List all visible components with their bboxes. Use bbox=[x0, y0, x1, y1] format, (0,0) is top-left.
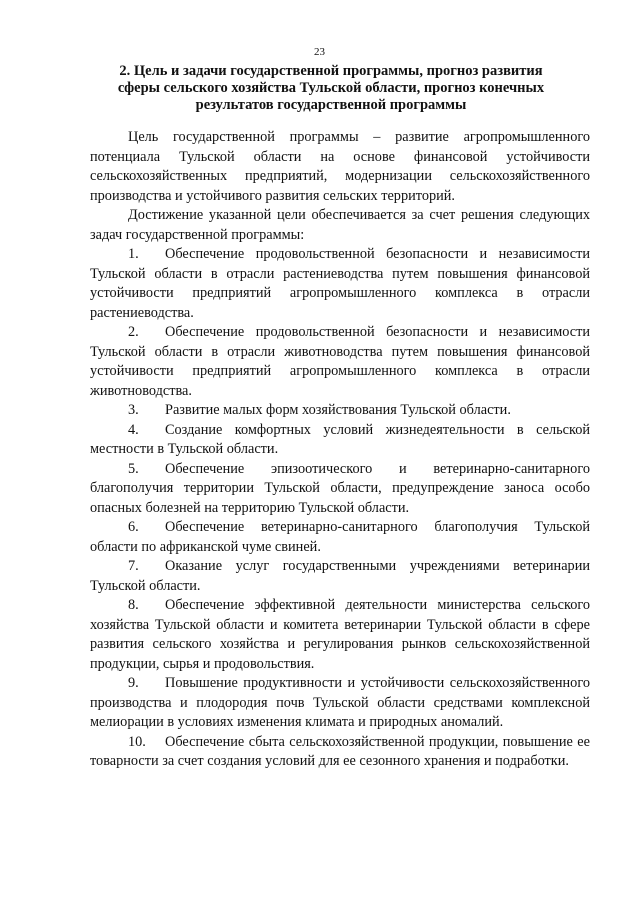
task-text: Повышение продуктивности и устойчивости сельскохозяйственного производства и плодородия почв Тульской области средствами комплексной мелиорации в условиях изменения климата и природных аномалий. bbox=[90, 675, 590, 730]
task-number: 6. bbox=[128, 519, 139, 535]
task-item bbox=[90, 401, 590, 421]
task-text: Обеспечение эпизоотического и ветеринарно-санитарного благополучия территории Тульской области, предупреждение заноса особо опасных болезней на территорию Тульской области. bbox=[90, 460, 590, 516]
task-number: 4. bbox=[128, 421, 139, 438]
task-text: Оказание услуг государственными учреждениями ветеринарии Тульской области. bbox=[90, 558, 590, 594]
heading-line: 2. Цель и задачи государственной программы, прогноз развития bbox=[119, 63, 543, 79]
task-number: 5. bbox=[128, 460, 139, 477]
task-item bbox=[90, 596, 590, 674]
task-text: Обеспечение эффективной деятельности министерства сельского хозяйства Тульской области и комитета ветеринарии Тульской области в сфере развития сельского хозяйства и регулирования рынков сельскохозяйственной продукции, сырья и продовольствия. bbox=[90, 597, 590, 672]
task-item bbox=[90, 733, 590, 772]
task-text: Развитие малых форм хозяйствования Тульской области. bbox=[165, 402, 511, 418]
task-item bbox=[90, 421, 590, 460]
heading-line: сферы сельского хозяйства Тульской области, прогноз конечных bbox=[117, 80, 545, 96]
task-text: Обеспечение продовольственной безопасности и независимости Тульской области в отрасли животноводства путем повышения финансовой устойчивости предприятий агропромышленного комплекса в отрасли животноводства. bbox=[90, 324, 590, 399]
task-number: 2. bbox=[128, 324, 139, 340]
task-text: Обеспечение продовольственной безопасности и независимости Тульской области в отрасли растениеводства путем повышения финансовой устойчивости предприятий агропромышленного комплекса в отрасли растениеводства. bbox=[90, 246, 590, 321]
task-number: 9. bbox=[128, 675, 139, 691]
task-number: 10. bbox=[128, 733, 146, 750]
goal-paragraph: Цель государственной программы – развитие агропромышленного потенциала Тульской области на основе финансовой устойчивости сельскохозяйственных предприятий, модернизации сельскохозяйственного производства и устойчивого развития сельских территорий. bbox=[90, 129, 590, 204]
tasks-intro-paragraph: Достижение указанной цели обеспечивается за счет решения следующих задач государственной программы: bbox=[90, 207, 590, 243]
task-item bbox=[90, 674, 590, 733]
page-number: 23 bbox=[314, 46, 325, 58]
task-number: 3. bbox=[128, 402, 139, 418]
task-number: 8. bbox=[128, 597, 139, 613]
document-body bbox=[90, 128, 590, 772]
task-item bbox=[90, 323, 590, 401]
task-number: 7. bbox=[128, 558, 139, 574]
task-item bbox=[90, 460, 590, 519]
section-heading bbox=[96, 63, 566, 114]
task-number: 1. bbox=[128, 246, 139, 262]
task-item bbox=[90, 557, 590, 596]
task-item bbox=[90, 245, 590, 323]
task-text: Обеспечение ветеринарно-санитарного благополучия Тульской области по африканской чуме свиней. bbox=[90, 519, 590, 555]
heading-line: результатов государственной программы bbox=[195, 97, 467, 113]
task-text: Создание комфортных условий жизнедеятельности в сельской местности в Тульской области. bbox=[90, 421, 590, 457]
task-text: Обеспечение сбыта сельскохозяйственной продукции, повышение ее товарности за счет создания условий для ее сезонного хранения и подработки. bbox=[90, 733, 590, 769]
task-item bbox=[90, 518, 590, 557]
